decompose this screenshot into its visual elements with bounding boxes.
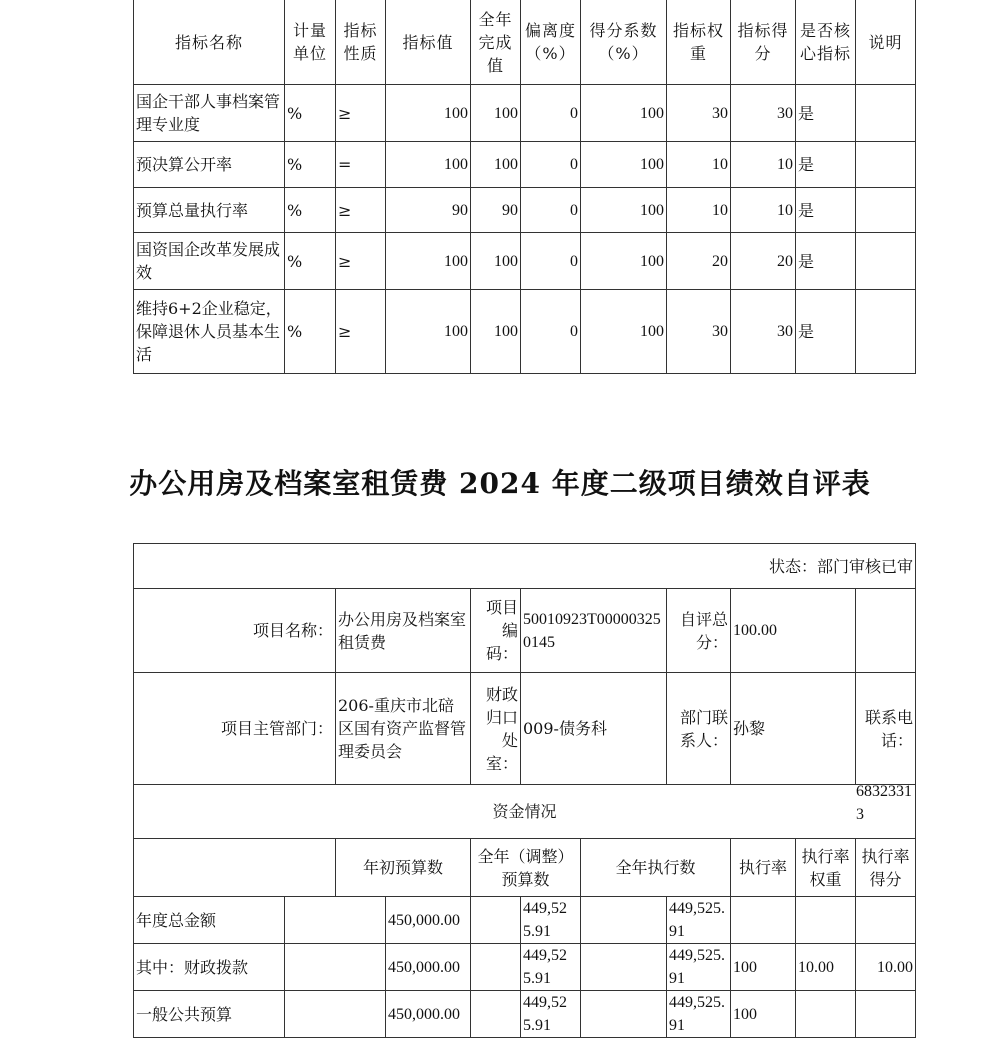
empty-cell xyxy=(471,944,521,991)
header-note: 说明 xyxy=(856,0,916,85)
status-text: 状态：部门审核已审 xyxy=(134,544,916,589)
indicator-target: 90 xyxy=(386,188,471,233)
indicator-target: 100 xyxy=(386,142,471,188)
table-row xyxy=(134,188,916,233)
funds-rate xyxy=(731,897,796,944)
indicator-deviation: 0 xyxy=(521,233,581,290)
header-weight: 指标权重 xyxy=(667,0,731,85)
indicator-header-row xyxy=(134,0,916,85)
indicator-weight: 30 xyxy=(667,290,731,374)
header-executed: 全年执行数 xyxy=(581,839,731,897)
table-row xyxy=(134,944,916,991)
empty-cell xyxy=(285,991,386,1038)
indicator-deviation: 0 xyxy=(521,142,581,188)
header-unit: 计量单位 xyxy=(285,0,336,85)
header-deviation: 偏离度（%） xyxy=(521,0,581,85)
indicator-core: 是 xyxy=(796,85,856,142)
header-target: 指标值 xyxy=(386,0,471,85)
header-adjusted-budget: 全年（调整）预算数 xyxy=(471,839,581,897)
indicator-target: 100 xyxy=(386,233,471,290)
funds-header-row xyxy=(134,839,916,897)
funds-weight xyxy=(796,991,856,1038)
indicator-core: 是 xyxy=(796,290,856,374)
indicator-actual: 100 xyxy=(471,290,521,374)
indicator-score: 10 xyxy=(731,142,796,188)
funds-weight xyxy=(796,897,856,944)
finance-office-value: 009-债务科 xyxy=(521,673,667,785)
funds-score xyxy=(856,991,916,1038)
indicator-weight: 20 xyxy=(667,233,731,290)
indicator-score: 30 xyxy=(731,290,796,374)
header-exec-rate: 执行率 xyxy=(731,839,796,897)
header-coefficient: 得分系数（%） xyxy=(581,0,667,85)
table-row xyxy=(134,233,916,290)
funds-rate: 100 xyxy=(731,944,796,991)
funds-header-blank xyxy=(134,839,336,897)
funds-adjusted: 449,525.91 xyxy=(521,897,581,944)
indicator-actual: 100 xyxy=(471,142,521,188)
page-title: 办公用房及档案室租赁费 2024 年度二级项目绩效自评表 xyxy=(129,467,871,500)
funds-rate: 100 xyxy=(731,991,796,1038)
funds-executed: 449,525.91 xyxy=(667,944,731,991)
indicator-name: 预算总量执行率 xyxy=(134,188,285,233)
empty-cell xyxy=(471,991,521,1038)
contact-label: 部门联系人： xyxy=(667,673,731,785)
project-code-value: 50010923T000003250145 xyxy=(521,589,667,673)
self-score-label: 自评总分： xyxy=(667,589,731,673)
dept-value: 206-重庆市北碚区国有资产监督管理委员会 xyxy=(336,673,471,785)
indicator-nature: ≥ xyxy=(336,290,386,374)
indicator-score: 30 xyxy=(731,85,796,142)
indicator-note xyxy=(856,233,916,290)
header-actual: 全年完成值 xyxy=(471,0,521,85)
funds-section-row xyxy=(134,785,916,839)
indicator-note xyxy=(856,188,916,233)
indicator-nature: ≥ xyxy=(336,233,386,290)
funds-initial: 450,000.00 xyxy=(386,991,471,1038)
indicator-unit: % xyxy=(285,85,336,142)
indicator-nature: ≥ xyxy=(336,85,386,142)
indicator-coefficient: 100 xyxy=(581,142,667,188)
header-nature: 指标性质 xyxy=(336,0,386,85)
indicator-actual: 90 xyxy=(471,188,521,233)
indicator-coefficient: 100 xyxy=(581,290,667,374)
empty-cell xyxy=(285,897,386,944)
funds-row-label: 年度总金额 xyxy=(134,897,285,944)
contact-value: 孙黎 xyxy=(731,673,856,785)
funds-weight: 10.00 xyxy=(796,944,856,991)
indicator-deviation: 0 xyxy=(521,85,581,142)
empty-cell xyxy=(581,944,667,991)
indicator-note xyxy=(856,142,916,188)
dept-label: 项目主管部门： xyxy=(134,673,336,785)
indicator-note xyxy=(856,290,916,374)
indicator-nature: ≥ xyxy=(336,188,386,233)
header-indicator-name: 指标名称 xyxy=(134,0,285,85)
funds-score: 10.00 xyxy=(856,944,916,991)
header-initial-budget: 年初预算数 xyxy=(336,839,471,897)
indicator-core: 是 xyxy=(796,142,856,188)
funds-initial: 450,000.00 xyxy=(386,897,471,944)
indicator-actual: 100 xyxy=(471,233,521,290)
empty-cell xyxy=(285,944,386,991)
header-core: 是否核心指标 xyxy=(796,0,856,85)
indicator-weight: 10 xyxy=(667,188,731,233)
table-row xyxy=(134,85,916,142)
funds-adjusted: 449,525.91 xyxy=(521,991,581,1038)
indicator-core: 是 xyxy=(796,233,856,290)
header-rate-score: 执行率得分 xyxy=(856,839,916,897)
project-name-row xyxy=(134,589,916,673)
funds-executed: 449,525.91 xyxy=(667,897,731,944)
project-name-value: 办公用房及档案室租赁费 xyxy=(336,589,471,673)
phone-label: 联系电话： xyxy=(856,673,916,785)
indicator-unit: % xyxy=(285,233,336,290)
empty-cell xyxy=(856,589,916,673)
project-name-label: 项目名称： xyxy=(134,589,336,673)
finance-office-label: 财政归口处室： xyxy=(471,673,521,785)
funds-row-label: 其中：财政拨款 xyxy=(134,944,285,991)
indicator-name: 维持6+2企业稳定，保障退休人员基本生活 xyxy=(134,290,285,374)
header-score: 指标得分 xyxy=(731,0,796,85)
indicator-weight: 10 xyxy=(667,142,731,188)
funds-initial: 450,000.00 xyxy=(386,944,471,991)
indicator-unit: % xyxy=(285,188,336,233)
funds-executed: 449,525.91 xyxy=(667,991,731,1038)
project-dept-row xyxy=(134,673,916,785)
indicator-coefficient: 100 xyxy=(581,233,667,290)
indicator-target: 100 xyxy=(386,290,471,374)
indicator-actual: 100 xyxy=(471,85,521,142)
empty-cell xyxy=(581,991,667,1038)
header-rate-weight: 执行率权重 xyxy=(796,839,856,897)
indicator-table xyxy=(133,0,916,374)
funds-section-title: 资金情况 xyxy=(134,785,916,839)
project-code-label: 项目编码： xyxy=(471,589,521,673)
empty-cell xyxy=(581,897,667,944)
indicator-note xyxy=(856,85,916,142)
indicator-coefficient: 100 xyxy=(581,85,667,142)
indicator-name: 国资国企改革发展成效 xyxy=(134,233,285,290)
indicator-nature: = xyxy=(336,142,386,188)
indicator-deviation: 0 xyxy=(521,188,581,233)
indicator-core: 是 xyxy=(796,188,856,233)
table-row xyxy=(134,897,916,944)
indicator-name: 国企干部人事档案管理专业度 xyxy=(134,85,285,142)
indicator-name: 预决算公开率 xyxy=(134,142,285,188)
indicator-coefficient: 100 xyxy=(581,188,667,233)
table-row xyxy=(134,142,916,188)
indicator-unit: % xyxy=(285,142,336,188)
status-row xyxy=(134,544,916,589)
indicator-target: 100 xyxy=(386,85,471,142)
indicator-deviation: 0 xyxy=(521,290,581,374)
empty-cell xyxy=(471,897,521,944)
funds-score xyxy=(856,897,916,944)
phone-value: 68323313 xyxy=(856,783,912,823)
indicator-unit: % xyxy=(285,290,336,374)
self-score-value: 100.00 xyxy=(731,589,856,673)
indicator-score: 20 xyxy=(731,233,796,290)
table-row xyxy=(134,290,916,374)
indicator-score: 10 xyxy=(731,188,796,233)
funds-adjusted: 449,525.91 xyxy=(521,944,581,991)
project-table xyxy=(133,543,916,1038)
table-row xyxy=(134,991,916,1038)
funds-row-label: 一般公共预算 xyxy=(134,991,285,1038)
indicator-weight: 30 xyxy=(667,85,731,142)
